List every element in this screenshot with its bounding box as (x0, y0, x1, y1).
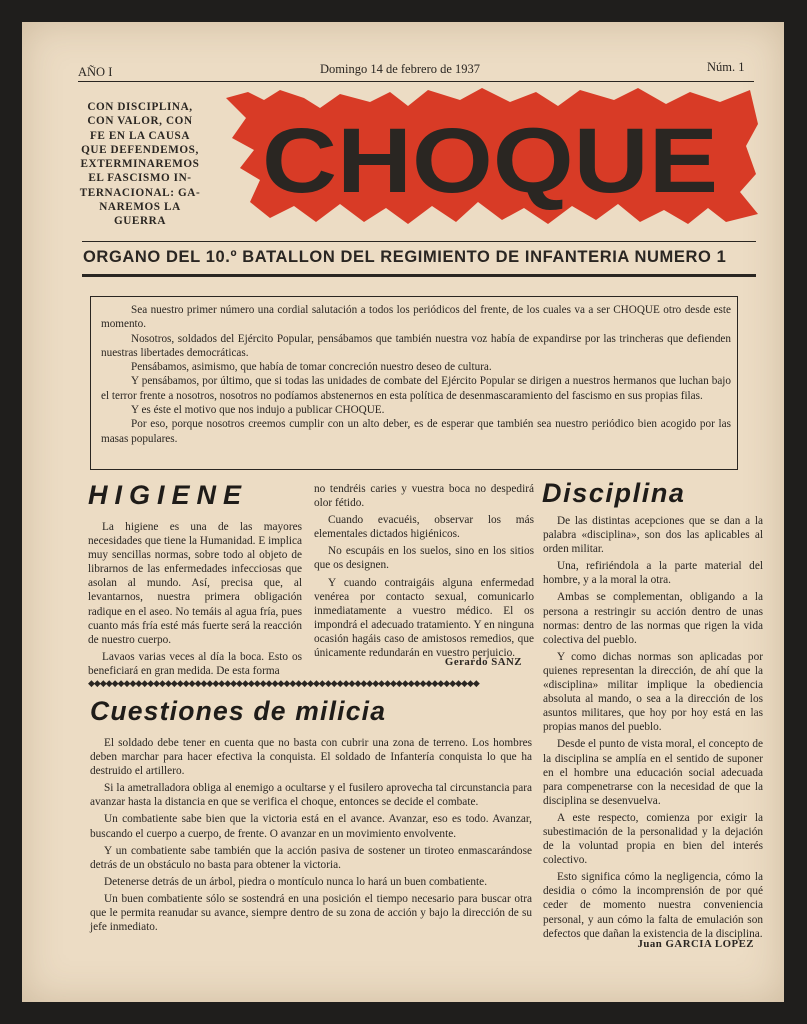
editorial-paragraph: Sea nuestro primer número una cordial salutación a todos los periódicos del frente, de los cuales va a ser CHOQUE otro desde este momento. (101, 304, 731, 331)
editorial-paragraph: Por eso, porque nosotros creemos cumplir con un alto deber, es de esperar que también sea nuestro periódico bien acogido por las masas populares. (101, 418, 731, 445)
diamond-divider: ◆◆◆◆◆◆◆◆◆◆◆◆◆◆◆◆◆◆◆◆◆◆◆◆◆◆◆◆◆◆◆◆◆◆◆◆◆◆◆◆◆◆◆◆◆◆◆◆◆◆◆◆◆◆◆◆◆◆◆◆◆◆◆◆◆◆ (88, 678, 479, 688)
disciplina-body: De las distintas acepciones que se dan a la palabra «disciplina», son dos las aplicables al orden militar. Una, refiriéndola a la parte material del hombre, y a la moral la otra. Ambas se complementan, obligando a la persona a restringir su acción dentro de unas normas: dentro de las normas que rigen la vida colectiva del pueblo. Y como dichas normas son aplicadas por quienes representan la dirección, de ahí que la «disciplina» militar implique la obediencia absoluta al mando, o sea a la dirección de los asuntos militares, que hoy por hoy está en las propias manos del pueblo. Desde el punto de vista moral, el concepto de la disciplina se amplía en el sentido de suponer en el hombre una educación social adecuada para compenetrarse con la necesidad de que la disciplina se desenvuelva. A este respecto, comienza por exigir la subestimación de la personalidad y la dejación de la voluntad propia en bien del interés colectivo. Esto significa cómo la negligencia, cómo la desidia o cómo la incomprensión de por qué ceder de momento nuestra conveniencia personal, y aun cómo la falta de emulación son defectos que dañan la existencia de la disciplina. (543, 515, 763, 940)
higiene-column-1: La higiene es una de las mayores necesidades que tiene la Humanidad. E implica muy sencillas normas, sobre todo al objeto de librarnos de las enfermedades infecciosas que asolan al mundo. Así, precisa que, al levantarnos, nuestra primera obligación radique en el aseo. No temáis al agua fría, pues cuanto más fría esté más fuerte será la reacción de nuestro cuerpo. Lavaos varias veces al día la boca. Esto os beneficiará en gran medida. De esta forma (88, 521, 302, 677)
header-rule (78, 81, 754, 82)
issue-number: Núm. 1 (707, 60, 745, 74)
editorial-box (90, 296, 738, 470)
editorial-paragraph: Y pensábamos, por último, que si todas las unidades de combate del Ejército Popular se dirigen a nuestros hermanos que luchan bajo el terror frente a nosotros, nosotros no podíamos abstenernos en esta política de desenmascaramiento del fascismo en sus propias filas. (101, 375, 731, 402)
disciplina-heading: Disciplina (542, 478, 686, 508)
masthead-title: CHOQUE (262, 110, 718, 212)
editorial-paragraph: Y es éste el motivo que nos indujo a publicar CHOQUE. (131, 404, 385, 417)
higiene-heading: HIGIENE (88, 480, 249, 510)
newspaper-page (22, 22, 784, 1002)
motto: CON DISCIPLINA, CON VALOR, CON FE EN LA CAUSA QUE DEFENDEMOS, EXTERMINAREMOS EL FASCISMO IN- TERNACIONAL: GA- NAREMOS LA GUERRA (79, 101, 201, 228)
milicia-body: El soldado debe tener en cuenta que no basta con cubrir una zona de terreno. Los hombres deben marchar para hacer efectiva la conquista. El soldado de Infantería conquista lo que ha destruido el artillero. Si la ametralladora obliga al enemigo a ocultarse y el fusilero aprovecha tal circunstancia para avanzar hasta la distancia en que se verifica el choque, entonces se decide el combate. Un combatiente sabe bien que la victoria está en el avance. Avanzar, eso es todo. Avanzar, buscando el cuerpo a cuerpo, de frente. O avanzar en un movimiento envolvente. Y un combatiente sabe también que la acción pasiva de sostener un tiroteo enmascarándose detrás de un obstáculo no basta para obtener la victoria. Detenerse detrás de un árbol, piedra o montículo nunca lo hará un buen combatiente. Un buen combatiente sólo se sostendrá en una posición el tiempo necesario para buscar otra que le permita reanudar su avance, siempre dentro de su zona de acción y bajo la dirección de su jefe inmediato. (90, 737, 532, 934)
subtitle-rule-top (82, 241, 756, 242)
masthead-subtitle: ORGANO DEL 10.º BATALLON DEL REGIMIENTO DE INFANTERIA NUMERO 1 (83, 248, 727, 266)
issue-date: Domingo 14 de febrero de 1937 (320, 62, 481, 76)
higiene-column-2: no tendréis caries y vuestra boca no despedirá olor fétido. Cuando evacuéis, observar los más elementales dictados higiénicos. No escupáis en los suelos, sino en los sitios que os designen. Y cuando contraigáis alguna enfermedad venérea por contacto sexual, comunicarlo inmediatamente a vuestro médico. El os impondrá el adecuado tratamiento. Y en ninguna ocasión hagáis caso de amistosos remedios, que únicamente redundarán en vuestro perjuicio. (314, 483, 534, 660)
editorial-paragraph: Nosotros, soldados del Ejército Popular, pensábamos que también nuestra voz había de expandirse por las trincheras que defienden nuestras libertades democráticas. (101, 332, 731, 359)
higiene-author: Gerardo SANZ (444, 656, 522, 668)
masthead-logo (220, 84, 760, 230)
issue-year: AÑO I (78, 65, 113, 79)
subtitle-rule-bottom (82, 274, 756, 277)
editorial-paragraph: Pensábamos, asimismo, que había de tomar concreción nuestro deseo de cultura. (131, 361, 492, 374)
milicia-heading: Cuestiones de milicia (90, 696, 387, 726)
disciplina-author: Juan GARCIA LOPEZ (637, 938, 754, 950)
